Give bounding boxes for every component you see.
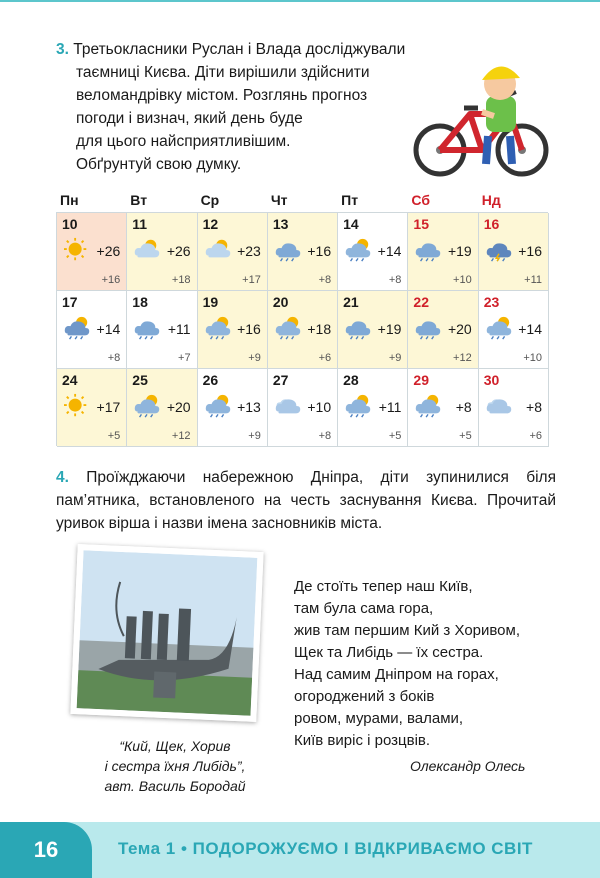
task-4-text: Проїжджаючи набережною Дніпра, діти зупинилися біля пам’ятника, встановленого на честь заснування Києва. Прочитай уривок вірша і назви імена засновників міста. (56, 469, 556, 532)
day-number: 23 (483, 294, 500, 310)
day-high-temp: +11 (378, 399, 402, 415)
day-high-temp: +26 (166, 243, 191, 259)
task-3-line-3: веломандрівку містом. Розглянь прогноз (76, 87, 368, 104)
clouds-icon (483, 393, 515, 419)
task-3 (56, 38, 426, 176)
topic-title: Тема 1 • ПОДОРОЖУЄМО І ВІДКРИВАЄМО СВІТ (118, 839, 533, 858)
sun-icon (61, 237, 93, 263)
night-low-temp: +9 (248, 430, 261, 442)
day-high-temp: +16 (237, 321, 261, 337)
day-header-4: Чт (270, 192, 288, 208)
day-high-temp: +20 (447, 321, 472, 337)
calendar-day-23 (479, 291, 549, 369)
sun-rain-icon (202, 315, 234, 341)
day-header-3: Ср (200, 192, 220, 208)
sun-cloud-icon (202, 237, 234, 263)
day-number: 25 (132, 372, 148, 388)
night-low-temp: +6 (529, 430, 542, 442)
night-low-temp: +9 (248, 352, 261, 364)
calendar-day-27 (268, 369, 338, 447)
calendar-day-10 (57, 213, 127, 291)
night-low-temp: +5 (388, 430, 402, 442)
calendar-day-18 (127, 291, 197, 369)
night-low-temp: +9 (388, 352, 402, 364)
day-high-temp: +14 (96, 321, 121, 337)
rain-cloud-icon (131, 315, 163, 341)
day-number: 18 (132, 294, 148, 310)
day-number: 19 (202, 294, 219, 310)
task-3-number: 3. (56, 41, 69, 58)
calendar-day-20 (268, 291, 338, 369)
poem-line: огороджений з боків (294, 688, 435, 705)
night-low-temp: +10 (523, 352, 542, 364)
night-low-temp: +17 (242, 274, 261, 286)
task-3-line-1: 3. Третьокласники Руслан і Влада досліджували (56, 41, 406, 58)
task-4 (56, 466, 556, 535)
rain-cloud-icon (342, 315, 374, 341)
calendar-day-13 (268, 213, 338, 291)
day-high-temp: +13 (237, 399, 261, 415)
day-number: 26 (202, 372, 219, 388)
day-number: 12 (202, 216, 219, 232)
calendar-day-29 (408, 369, 478, 447)
top-rule (0, 0, 600, 6)
rain-cloud-icon (412, 237, 444, 263)
day-header-2: Вт (130, 192, 148, 208)
day-number: 16 (483, 216, 500, 232)
task-3-line-5: для цього найсприятливішим. (76, 133, 291, 150)
sun-rain-icon (342, 393, 374, 419)
day-high-temp: +23 (237, 243, 261, 259)
night-low-temp: +12 (453, 352, 472, 364)
sun-rain-icon (272, 315, 304, 341)
calendar-day-28 (338, 369, 408, 447)
sun-cloud-icon (131, 237, 163, 263)
page-number: 16 (0, 822, 92, 878)
calendar-grid (56, 212, 548, 446)
day-high-temp: +17 (96, 399, 121, 415)
day-high-temp: +14 (377, 243, 402, 259)
task-3-line-2: таємниці Києва. Діти вирішили здійснити (76, 64, 370, 81)
night-low-temp: +11 (524, 274, 542, 286)
day-number: 30 (483, 372, 500, 388)
sun-rain-icon (202, 393, 234, 419)
day-number: 14 (343, 216, 359, 232)
rain-cloud-icon (272, 237, 304, 263)
monument-photo (70, 544, 263, 722)
night-low-temp: +8 (388, 274, 402, 286)
day-header-7: Нд (481, 192, 501, 208)
day-number: 28 (343, 372, 359, 388)
calendar-day-11 (127, 213, 197, 291)
day-high-temp: +8 (455, 399, 472, 415)
poem-line: ровом, мурами, валами, (294, 710, 464, 727)
clouds-icon (272, 393, 304, 419)
day-number: 15 (413, 216, 429, 232)
night-low-temp: +7 (178, 352, 191, 364)
sun-icon (61, 393, 93, 419)
day-number: 24 (62, 372, 78, 388)
calendar-day-21 (338, 291, 408, 369)
poem-line: Київ виріс і розцвів. (294, 732, 431, 749)
calendar-day-12 (198, 213, 268, 291)
sun-rain-icon (131, 393, 163, 419)
poem-line: жив там першим Кий з Хоривом, (294, 622, 521, 639)
day-header-6: Сб (411, 192, 430, 208)
night-low-temp: +12 (171, 430, 191, 442)
calendar-day-16 (479, 213, 549, 291)
day-high-temp: +18 (307, 321, 332, 337)
night-low-temp: +8 (318, 274, 332, 286)
night-low-temp: +6 (318, 352, 332, 364)
day-number: 10 (62, 216, 78, 232)
day-number: 13 (272, 216, 289, 232)
caption-line-1: “Кий, Щек, Хорив (119, 738, 231, 754)
day-high-temp: +14 (518, 321, 542, 337)
day-number: 17 (62, 294, 78, 310)
day-high-temp: +19 (377, 321, 402, 337)
day-high-temp: +16 (518, 243, 542, 259)
day-number: 22 (413, 294, 429, 310)
poem-line: там була сама гора, (294, 600, 434, 617)
poem-line: Щек та Либідь — їх сестра. (294, 644, 484, 661)
sun-rain-icon (342, 237, 374, 263)
day-number: 21 (343, 294, 359, 310)
task-3-line-6: Обґрунтуй свою думку. (76, 156, 242, 173)
sun-storm-icon (61, 315, 93, 341)
sun-rain-icon (483, 315, 515, 341)
calendar-day-25 (127, 369, 197, 447)
calendar-day-26 (198, 369, 268, 447)
calendar-day-19 (198, 291, 268, 369)
night-low-temp: +8 (107, 352, 121, 364)
poem-line: Де стоїть тепер наш Київ, (294, 578, 473, 595)
night-low-temp: +10 (453, 274, 472, 286)
day-high-temp: +26 (96, 243, 121, 259)
photo-caption (60, 736, 290, 796)
calendar-day-15 (408, 213, 478, 291)
day-number: 20 (272, 294, 289, 310)
calendar-day-22 (408, 291, 478, 369)
day-high-temp: +20 (166, 399, 191, 415)
caption-line-3: авт. Василь Бородай (104, 778, 246, 794)
day-number: 29 (413, 372, 429, 388)
calendar-day-30 (479, 369, 549, 447)
child-bicycle-illustration (412, 52, 550, 178)
night-low-temp: +18 (171, 274, 191, 286)
day-number: 11 (132, 216, 148, 232)
page-footer (0, 822, 600, 878)
day-high-temp: +16 (307, 243, 332, 259)
day-high-temp: +8 (526, 399, 542, 415)
day-high-temp: +10 (307, 399, 332, 415)
day-header-5: Пт (341, 192, 359, 208)
day-number: 27 (272, 372, 289, 388)
calendar-day-14 (338, 213, 408, 291)
poem-line: Над самим Дніпром на горах, (294, 666, 499, 683)
day-header-1: Пн (60, 192, 79, 208)
task-4-number: 4. (56, 469, 69, 486)
night-low-temp: +5 (459, 430, 472, 442)
calendar-day-17 (57, 291, 127, 369)
day-high-temp: +11 (167, 321, 191, 337)
caption-line-2: і сестра їхня Либідь”, (104, 758, 246, 774)
day-high-temp: +19 (447, 243, 472, 259)
task-3-line-4: погоди і визнач, який день буде (76, 110, 303, 127)
poem (294, 576, 520, 752)
night-low-temp: +16 (101, 274, 121, 286)
storm-cloud-icon (483, 237, 515, 263)
sun-rain-icon (412, 393, 444, 419)
calendar-day-24 (57, 369, 127, 447)
night-low-temp: +8 (318, 430, 332, 442)
night-low-temp: +5 (107, 430, 121, 442)
poem-author: Олександр Олесь (410, 758, 526, 774)
rain-cloud-icon (412, 315, 444, 341)
